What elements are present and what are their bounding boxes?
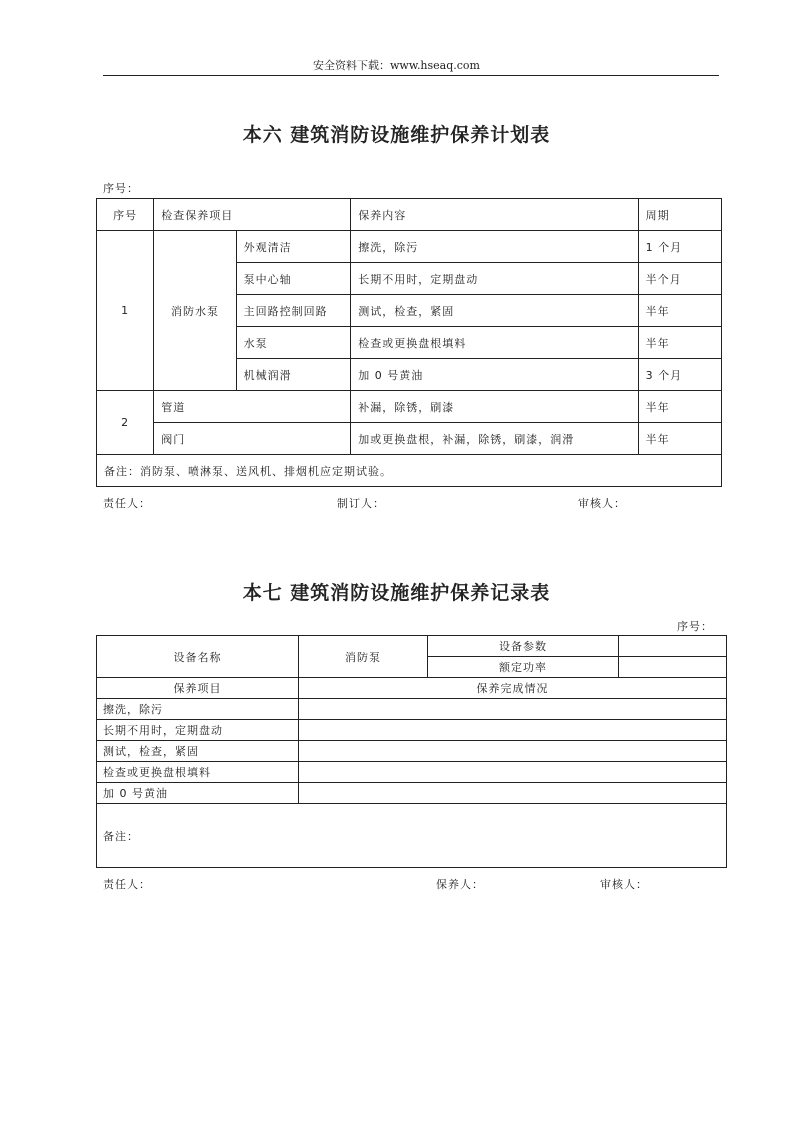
record-status xyxy=(299,699,727,720)
table6-note: 备注：消防泵、喷淋泵、送风机、排烟机应定期试验。 xyxy=(97,455,722,487)
row-content: 补漏，除锈，刷漆 xyxy=(351,391,638,423)
table-row xyxy=(97,741,727,762)
record-item: 测试，检查，紧固 xyxy=(97,741,299,762)
table-row xyxy=(97,783,727,804)
note-row xyxy=(97,455,722,487)
row-content: 测试，检查，紧固 xyxy=(351,295,638,327)
row-item: 阀门 xyxy=(154,423,351,455)
row-period: 半年 xyxy=(638,391,721,423)
table6-responsible: 责任人： xyxy=(103,497,151,510)
param-value xyxy=(619,636,727,657)
row-content: 擦洗，除污 xyxy=(351,231,638,263)
header-no: 序号 xyxy=(97,199,154,231)
table6-title: 本六 建筑消防设施维护保养计划表 xyxy=(242,124,551,146)
record-item: 擦洗，除污 xyxy=(97,699,299,720)
row-content: 加或更换盘根，补漏，除锈，刷漆，润滑 xyxy=(351,423,638,455)
power-value xyxy=(619,657,727,678)
header-item: 检查保养项目 xyxy=(154,199,351,231)
header-status: 保养完成情况 xyxy=(299,678,727,699)
row-item: 外观清洁 xyxy=(236,231,351,263)
table7-note: 备注： xyxy=(97,804,727,868)
table6-reviewer: 审核人： xyxy=(578,497,626,510)
group-name: 消防水泵 xyxy=(154,231,236,391)
group-no: 1 xyxy=(97,231,154,391)
note-row xyxy=(97,804,727,868)
record-item: 长期不用时，定期盘动 xyxy=(97,720,299,741)
record-header-row xyxy=(97,678,727,699)
group-no: 2 xyxy=(97,391,154,455)
row-item: 水泵 xyxy=(236,327,351,359)
table-row xyxy=(97,699,727,720)
table-row xyxy=(97,762,727,783)
header-item: 保养项目 xyxy=(97,678,299,699)
param-label: 设备参数 xyxy=(428,636,619,657)
maintenance-plan-table xyxy=(96,198,722,487)
table7-serial-label: 序号： xyxy=(677,620,713,633)
row-content: 检查或更换盘根填料 xyxy=(351,327,638,359)
table7-reviewer: 审核人： xyxy=(600,878,648,891)
record-item: 加 0 号黄油 xyxy=(97,783,299,804)
row-period: 半年 xyxy=(638,423,721,455)
record-status xyxy=(299,762,727,783)
row-period: 3 个月 xyxy=(638,359,721,391)
table6-serial-label: 序号： xyxy=(103,182,139,195)
row-period: 半年 xyxy=(638,327,721,359)
row-period: 1 个月 xyxy=(638,231,721,263)
row-content: 加 0 号黄油 xyxy=(351,359,638,391)
table7-title: 本七 建筑消防设施维护保养记录表 xyxy=(242,582,551,604)
table7-responsible: 责任人： xyxy=(103,878,151,891)
device-name-label: 设备名称 xyxy=(97,636,299,678)
row-period: 半个月 xyxy=(638,263,721,295)
row-item: 主回路控制回路 xyxy=(236,295,351,327)
device-row xyxy=(97,636,727,657)
row-content: 长期不用时，定期盘动 xyxy=(351,263,638,295)
header-rule xyxy=(103,75,719,76)
table-row xyxy=(97,423,722,455)
row-item: 管道 xyxy=(154,391,351,423)
page-header: 安全资料下载：www.hseaq.com xyxy=(313,59,480,72)
power-label: 额定功率 xyxy=(428,657,619,678)
row-item: 泵中心轴 xyxy=(236,263,351,295)
table6-author: 制订人： xyxy=(337,497,385,510)
row-period: 半年 xyxy=(638,295,721,327)
record-item: 检查或更换盘根填料 xyxy=(97,762,299,783)
table-header-row xyxy=(97,199,722,231)
table7-maintainer: 保养人： xyxy=(436,878,484,891)
table-row xyxy=(97,231,722,263)
maintenance-record-table xyxy=(96,635,727,868)
header-period: 周期 xyxy=(638,199,721,231)
record-status xyxy=(299,720,727,741)
row-item: 机械润滑 xyxy=(236,359,351,391)
record-status xyxy=(299,741,727,762)
table-row xyxy=(97,720,727,741)
header-content: 保养内容 xyxy=(351,199,638,231)
table-row xyxy=(97,391,722,423)
record-status xyxy=(299,783,727,804)
device-name-value: 消防泵 xyxy=(299,636,428,678)
